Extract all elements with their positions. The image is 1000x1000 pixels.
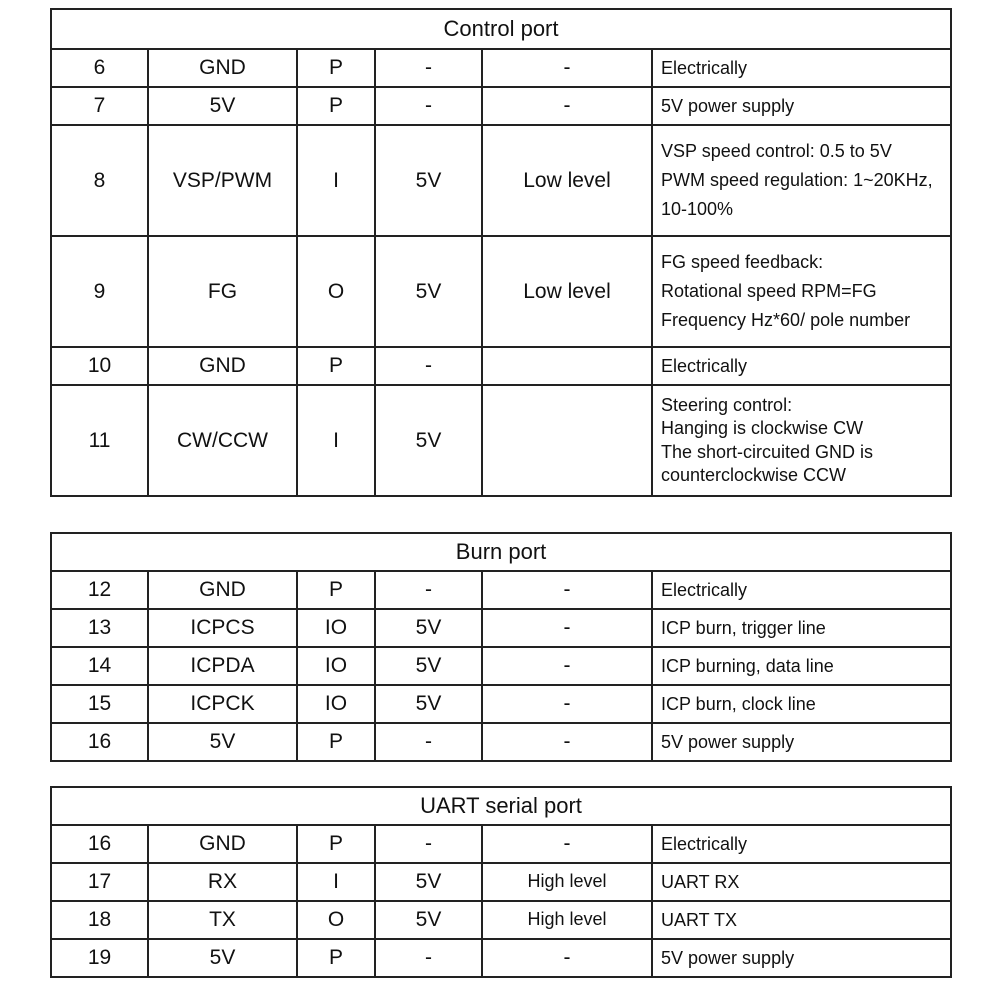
pin-name: TX [148,901,297,939]
table-row [51,347,951,385]
pin-level: - [482,685,652,723]
pin-number: 13 [51,609,148,647]
table-row [51,863,951,901]
table-title: Burn port [51,533,951,571]
pin-number: 15 [51,685,148,723]
description-line: Electrically [661,833,748,854]
pin-voltage: 5V [375,236,482,347]
pin-description [652,571,951,609]
pin-voltage: - [375,723,482,761]
table-row [51,49,951,87]
pin-type: IO [297,609,375,647]
pin-description [652,723,951,761]
description-line: VSP speed control: 0.5 to 5V [661,141,892,162]
table-row [51,901,951,939]
pin-description [652,49,951,87]
pin-level: - [482,571,652,609]
pin-number: 19 [51,939,148,977]
pin-number: 11 [51,385,148,496]
pin-voltage: - [375,87,482,125]
pin-type: IO [297,647,375,685]
pin-number: 14 [51,647,148,685]
pin-type: P [297,723,375,761]
pin-name: RX [148,863,297,901]
pin-voltage: 5V [375,901,482,939]
pin-voltage: - [375,49,482,87]
pin-number: 9 [51,236,148,347]
pin-number: 8 [51,125,148,236]
pin-level: - [482,87,652,125]
pin-type: P [297,825,375,863]
description-line: counterclockwise CCW [661,464,847,485]
pin-type: O [297,236,375,347]
pin-voltage: - [375,825,482,863]
pin-number: 17 [51,863,148,901]
pin-level: - [482,647,652,685]
table-row [51,385,951,496]
pin-number: 12 [51,571,148,609]
pin-voltage: 5V [375,385,482,496]
pin-voltage: - [375,347,482,385]
pin-type: O [297,901,375,939]
table-title-row [51,9,951,49]
pin-description [652,87,951,125]
pin-number: 6 [51,49,148,87]
table-title-row [51,787,951,825]
pin-number: 10 [51,347,148,385]
pin-voltage: 5V [375,863,482,901]
pin-voltage: - [375,939,482,977]
description-line: Hanging is clockwise CW [661,418,864,439]
pin-description [652,647,951,685]
description-line: Electrically [661,57,748,78]
pin-level: - [482,939,652,977]
pin-description [652,609,951,647]
pin-type: I [297,125,375,236]
description-line: ICP burning, data line [661,655,834,676]
pin-name: ICPCK [148,685,297,723]
pin-name: GND [148,347,297,385]
pin-name: VSP/PWM [148,125,297,236]
table-title: Control port [51,9,951,49]
pin-number: 16 [51,825,148,863]
pin-type: P [297,347,375,385]
pin-level: Low level [482,125,652,236]
description-line: 5V power supply [661,95,795,116]
pin-name: ICPCS [148,609,297,647]
table-row [51,685,951,723]
table-row [51,723,951,761]
pin-type: P [297,87,375,125]
pin-description [652,685,951,723]
pin-description [652,236,951,347]
pin-level: - [482,723,652,761]
pin-name: ICPDA [148,647,297,685]
description-line: 5V power supply [661,731,795,752]
description-line: Steering control: [661,394,793,415]
pin-name: 5V [148,723,297,761]
control-port-table [50,8,952,497]
description-line: 5V power supply [661,947,795,968]
pin-description [652,385,951,496]
pin-type: IO [297,685,375,723]
description-line: Rotational speed RPM=FG [661,281,877,302]
table-title: UART serial port [51,787,951,825]
pin-description [652,901,951,939]
pin-voltage: - [375,571,482,609]
table-row [51,236,951,347]
pin-voltage: 5V [375,125,482,236]
pin-level: - [482,609,652,647]
description-line: PWM speed regulation: 1~20KHz, [661,170,933,191]
pin-voltage: 5V [375,647,482,685]
pin-level: - [482,825,652,863]
pin-type: I [297,863,375,901]
description-line: UART RX [661,871,740,892]
pin-level: Low level [482,236,652,347]
pin-type: P [297,939,375,977]
pin-level [482,385,652,496]
table-row [51,87,951,125]
pin-name: 5V [148,939,297,977]
table-row [51,647,951,685]
pin-name: 5V [148,87,297,125]
pin-name: GND [148,571,297,609]
pin-name: GND [148,825,297,863]
pin-name: FG [148,236,297,347]
description-line: ICP burn, clock line [661,693,816,714]
pin-name: CW/CCW [148,385,297,496]
burn-port-table [50,532,952,762]
pin-number: 18 [51,901,148,939]
description-line: ICP burn, trigger line [661,617,826,638]
pin-description [652,347,951,385]
pin-level: - [482,49,652,87]
pin-level: High level [482,863,652,901]
pin-number: 7 [51,87,148,125]
table-row [51,571,951,609]
pin-voltage: 5V [375,609,482,647]
pin-type: P [297,49,375,87]
pin-number: 16 [51,723,148,761]
table-row [51,939,951,977]
table-row [51,125,951,236]
description-line: Electrically [661,355,748,376]
table-title-row [51,533,951,571]
description-line: Frequency Hz*60/ pole number [661,309,911,330]
pin-description [652,825,951,863]
uart-serial-port-table [50,786,952,978]
pin-description [652,125,951,236]
table-row [51,609,951,647]
description-line: The short-circuited GND is [661,441,874,462]
pin-level: High level [482,901,652,939]
pin-description [652,863,951,901]
description-line: FG speed feedback: [661,252,824,273]
table-row [51,825,951,863]
pin-level [482,347,652,385]
description-line: UART TX [661,909,738,930]
pin-voltage: 5V [375,685,482,723]
pin-description [652,939,951,977]
pin-name: GND [148,49,297,87]
description-line: 10-100% [661,198,734,219]
pin-type: P [297,571,375,609]
description-line: Electrically [661,579,748,600]
pin-type: I [297,385,375,496]
